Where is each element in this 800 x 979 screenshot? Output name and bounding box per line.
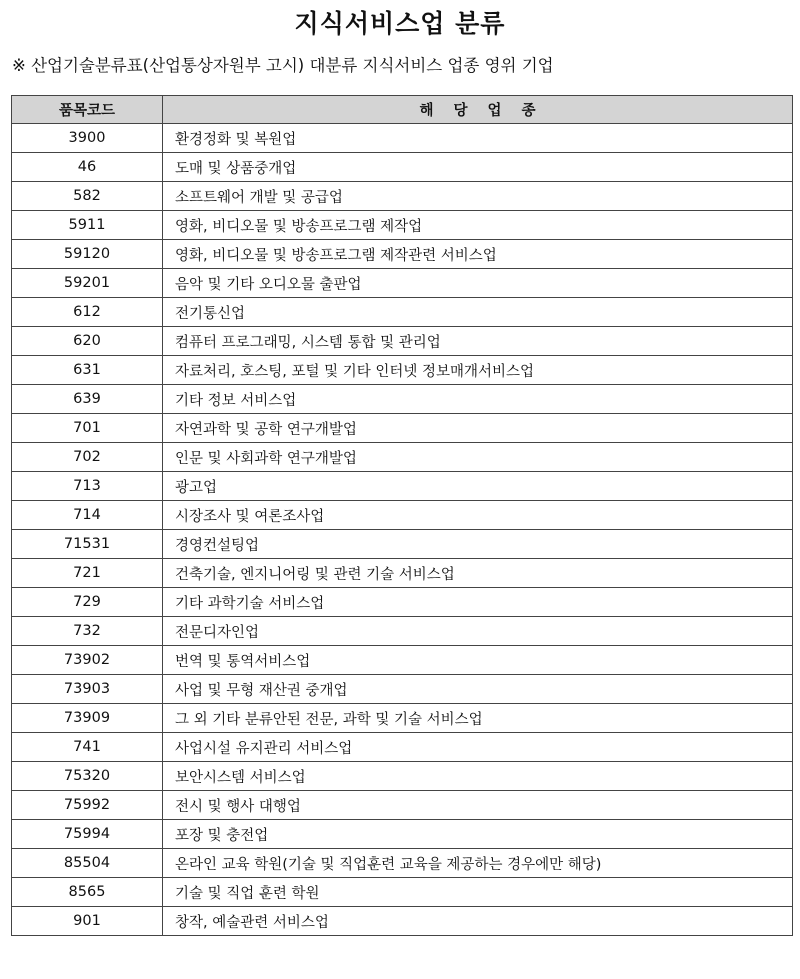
table-body — [12, 124, 793, 936]
item-code-cell: 620 — [12, 327, 163, 356]
table-row — [12, 646, 793, 675]
item-code-cell: 75994 — [12, 820, 163, 849]
industry-cell: 인문 및 사회과학 연구개발업 — [163, 443, 793, 472]
industry-cell: 광고업 — [163, 472, 793, 501]
industry-cell: 자연과학 및 공학 연구개발업 — [163, 414, 793, 443]
item-code-cell: 713 — [12, 472, 163, 501]
industry-cell: 보안시스템 서비스업 — [163, 762, 793, 791]
industry-cell: 기술 및 직업 훈련 학원 — [163, 878, 793, 907]
table-row — [12, 762, 793, 791]
table-header-row — [12, 96, 793, 124]
table-row — [12, 385, 793, 414]
industry-cell: 사업시설 유지관리 서비스업 — [163, 733, 793, 762]
industry-cell: 도매 및 상품중개업 — [163, 153, 793, 182]
item-code-cell: 639 — [12, 385, 163, 414]
header-item-code: 품목코드 — [12, 96, 163, 124]
industry-cell: 환경정화 및 복원업 — [163, 124, 793, 153]
table-row — [12, 907, 793, 936]
table-row — [12, 530, 793, 559]
table-row — [12, 182, 793, 211]
industry-cell: 시장조사 및 여론조사업 — [163, 501, 793, 530]
item-code-cell: 729 — [12, 588, 163, 617]
item-code-cell: 59201 — [12, 269, 163, 298]
industry-cell: 전기통신업 — [163, 298, 793, 327]
table-row — [12, 559, 793, 588]
item-code-cell: 85504 — [12, 849, 163, 878]
item-code-cell: 5911 — [12, 211, 163, 240]
industry-cell: 음악 및 기타 오디오물 출판업 — [163, 269, 793, 298]
table-row — [12, 820, 793, 849]
item-code-cell: 732 — [12, 617, 163, 646]
item-code-cell: 8565 — [12, 878, 163, 907]
industry-cell: 기타 과학기술 서비스업 — [163, 588, 793, 617]
industry-cell: 포장 및 충전업 — [163, 820, 793, 849]
table-row — [12, 414, 793, 443]
industry-cell: 영화, 비디오물 및 방송프로그램 제작업 — [163, 211, 793, 240]
industry-cell: 경영컨설팅업 — [163, 530, 793, 559]
industry-cell: 번역 및 통역서비스업 — [163, 646, 793, 675]
table-row — [12, 298, 793, 327]
table-row — [12, 240, 793, 269]
table-row — [12, 733, 793, 762]
table-row — [12, 588, 793, 617]
item-code-cell: 73903 — [12, 675, 163, 704]
industry-cell: 온라인 교육 학원(기술 및 직업훈련 교육을 제공하는 경우에만 해당) — [163, 849, 793, 878]
table-row — [12, 675, 793, 704]
item-code-cell: 701 — [12, 414, 163, 443]
industry-cell: 사업 및 무형 재산권 중개업 — [163, 675, 793, 704]
table-row — [12, 269, 793, 298]
table-row — [12, 849, 793, 878]
industry-cell: 전문디자인업 — [163, 617, 793, 646]
item-code-cell: 73902 — [12, 646, 163, 675]
item-code-cell: 741 — [12, 733, 163, 762]
item-code-cell: 721 — [12, 559, 163, 588]
item-code-cell: 73909 — [12, 704, 163, 733]
industry-code-table — [11, 95, 793, 936]
table-row — [12, 153, 793, 182]
industry-cell: 영화, 비디오물 및 방송프로그램 제작관련 서비스업 — [163, 240, 793, 269]
industry-cell: 컴퓨터 프로그래밍, 시스템 통합 및 관리업 — [163, 327, 793, 356]
item-code-cell: 702 — [12, 443, 163, 472]
industry-cell: 기타 정보 서비스업 — [163, 385, 793, 414]
industry-cell: 전시 및 행사 대행업 — [163, 791, 793, 820]
item-code-cell: 582 — [12, 182, 163, 211]
industry-cell: 건축기술, 엔지니어링 및 관련 기술 서비스업 — [163, 559, 793, 588]
item-code-cell: 612 — [12, 298, 163, 327]
item-code-cell: 59120 — [12, 240, 163, 269]
item-code-cell: 75320 — [12, 762, 163, 791]
table-row — [12, 211, 793, 240]
table-row — [12, 704, 793, 733]
item-code-cell: 46 — [12, 153, 163, 182]
table-row — [12, 327, 793, 356]
item-code-cell: 631 — [12, 356, 163, 385]
item-code-cell: 714 — [12, 501, 163, 530]
page-title: 지식서비스업 분류 — [294, 9, 506, 38]
table-row — [12, 501, 793, 530]
table-row — [12, 356, 793, 385]
scope-note: ※ 산업기술분류표(산업통상자원부 고시) 대분류 지식서비스 업종 영위 기업 — [12, 56, 554, 75]
table-row — [12, 617, 793, 646]
table-row — [12, 791, 793, 820]
table-row — [12, 124, 793, 153]
item-code-cell: 75992 — [12, 791, 163, 820]
item-code-cell: 3900 — [12, 124, 163, 153]
table-row — [12, 472, 793, 501]
industry-cell: 그 외 기타 분류안된 전문, 과학 및 기술 서비스업 — [163, 704, 793, 733]
header-industry: 해당업종 — [163, 96, 793, 124]
item-code-cell: 901 — [12, 907, 163, 936]
item-code-cell: 71531 — [12, 530, 163, 559]
table-row — [12, 878, 793, 907]
industry-cell: 자료처리, 호스팅, 포털 및 기타 인터넷 정보매개서비스업 — [163, 356, 793, 385]
industry-cell: 창작, 예술관련 서비스업 — [163, 907, 793, 936]
table-row — [12, 443, 793, 472]
industry-cell: 소프트웨어 개발 및 공급업 — [163, 182, 793, 211]
